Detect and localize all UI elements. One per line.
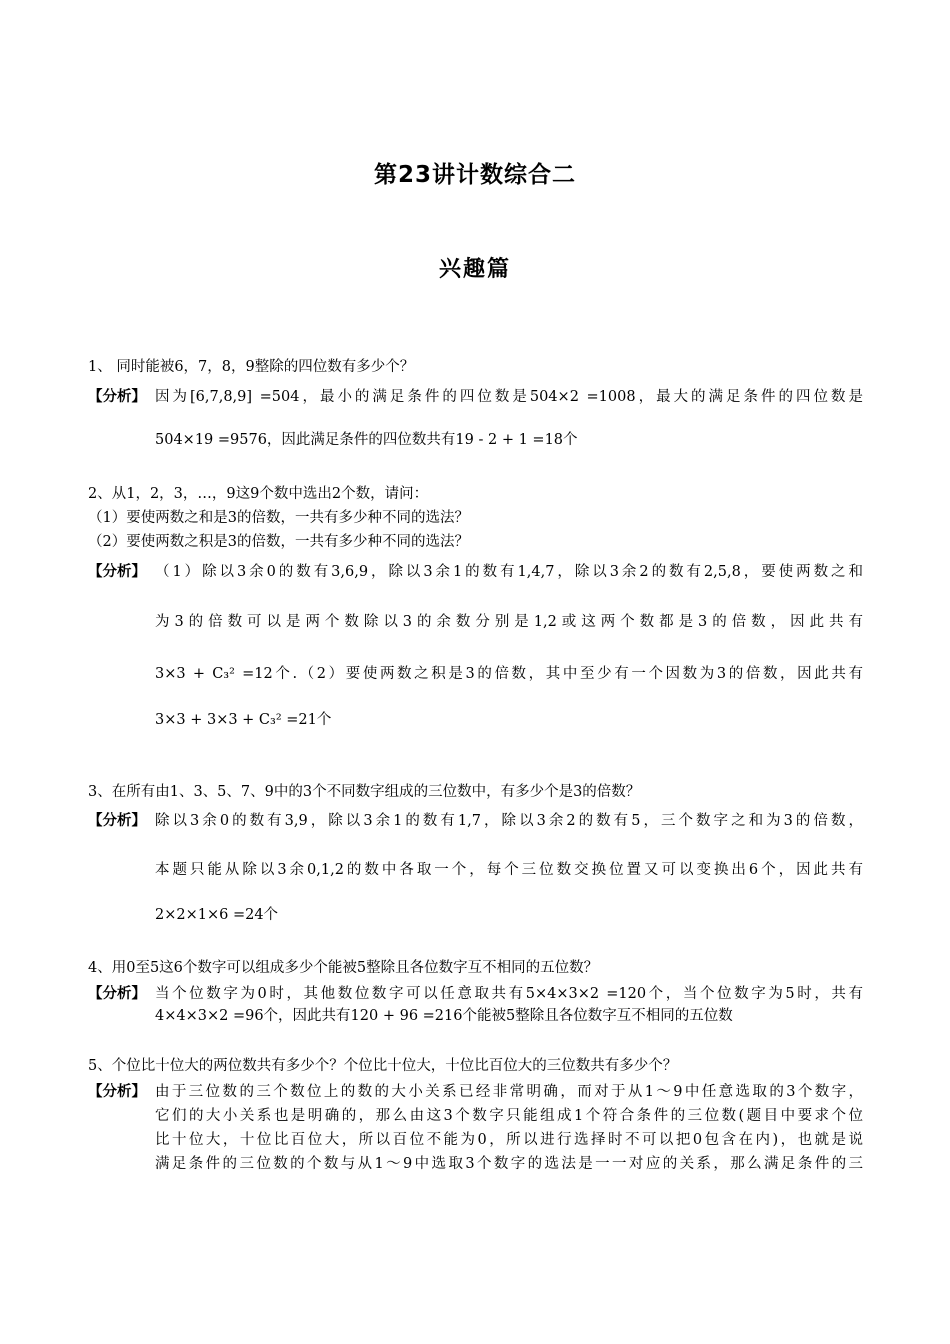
- problem-5-analysis-line-3: 比十位大，十位比百位大，所以百位不能为0，所以进行选择时不可以把0包含在内)，也就是说: [155, 1132, 863, 1148]
- section-title: 兴趣篇: [438, 257, 511, 282]
- problem-1-question: 1、 同时能被6，7，8，9整除的四位数有多少个？: [88, 359, 415, 375]
- problem-2-analysis-line-3: 3×3 + C₃² =12个.（2）要使两数之积是3的倍数，其中至少有一个因数为3的倍数，因此共有: [155, 666, 863, 682]
- problem-3-analysis-tag: 【分析】: [88, 812, 146, 829]
- problem-4-analysis-line-1: 当个位数字为0时，其他数位数字可以任意取共有5×4×3×2 =120个，当个位数字为5时，共有: [155, 986, 863, 1002]
- page-title: 第23讲计数综合二: [373, 162, 576, 188]
- problem-2-subquestion-1: （1）要使两数之和是3的倍数，一共有多少种不同的选法？: [88, 510, 469, 526]
- problem-3-question: 3、在所有由1、3、5、7、9中的3个不同数字组成的三位数中，有多少个是3的倍数？: [88, 784, 641, 800]
- problem-1-analysis-line-2: 504×19 =9576，因此满足条件的四位数共有19 - 2 + 1 =18个: [155, 432, 578, 448]
- problem-2-analysis-tag: 【分析】: [88, 563, 146, 580]
- problem-5-analysis-tag: 【分析】: [88, 1083, 146, 1100]
- problem-4-analysis-line-2: 4×4×3×2 =96个，因此共有120 + 96 =216个能被5整除且各位数字互不相同的五位数: [155, 1008, 733, 1024]
- problem-2-analysis-line-1: （1）除以3余0的数有3,6,9，除以3余1的数有1,4,7，除以3余2的数有2,5,8，要使两数之和: [155, 564, 863, 580]
- problem-3-analysis-line-2: 本题只能从除以3余0,1,2的数中各取一个，每个三位数交换位置又可以变换出6个，因此共有: [155, 862, 863, 878]
- problem-5-question: 5、个位比十位大的两位数共有多少个？个位比十位大，十位比百位大的三位数共有多少个？: [88, 1058, 678, 1074]
- problem-1-analysis-tag: 【分析】: [88, 388, 146, 405]
- problem-1-analysis-line-1: 因为[6,7,8,9] =504，最小的满足条件的四位数是504×2 =1008，最大的满足条件的四位数是: [155, 389, 863, 405]
- problem-2-analysis-line-4: 3×3 + 3×3 + C₃² =21个: [155, 712, 332, 728]
- problem-5-analysis-line-4: 满足条件的三位数的个数与从1～9中选取3个数字的选法是一一对应的关系，那么满足条件的三: [155, 1156, 863, 1172]
- problem-2-question: 2、从1，2，3，…，9这9个数中选出2个数，请问：: [88, 486, 429, 502]
- problem-2-subquestion-2: （2）要使两数之积是3的倍数，一共有多少种不同的选法？: [88, 534, 469, 550]
- problem-5-analysis-line-2: 它们的大小关系也是明确的，那么由这3个数字只能组成1个符合条件的三位数(题目中要求个位: [155, 1108, 863, 1124]
- problem-3-analysis-line-1: 除以3余0的数有3,9，除以3余1的数有1,7，除以3余2的数有5，三个数字之和为3的倍数，: [155, 813, 863, 829]
- problem-3-analysis-line-3: 2×2×1×6 =24个: [155, 907, 279, 923]
- problem-4-analysis-tag: 【分析】: [88, 985, 146, 1002]
- problem-4-question: 4、用0至5这6个数字可以组成多少个能被5整除且各位数字互不相同的五位数？: [88, 960, 599, 976]
- problem-5-analysis-line-1: 由于三位数的三个数位上的数的大小关系已经非常明确，而对于从1～9中任意选取的3个数字，: [155, 1084, 863, 1100]
- problem-2-analysis-line-2: 为3的倍数可以是两个数除以3的余数分别是1,2或这两个数都是3的倍数，因此共有: [155, 614, 863, 630]
